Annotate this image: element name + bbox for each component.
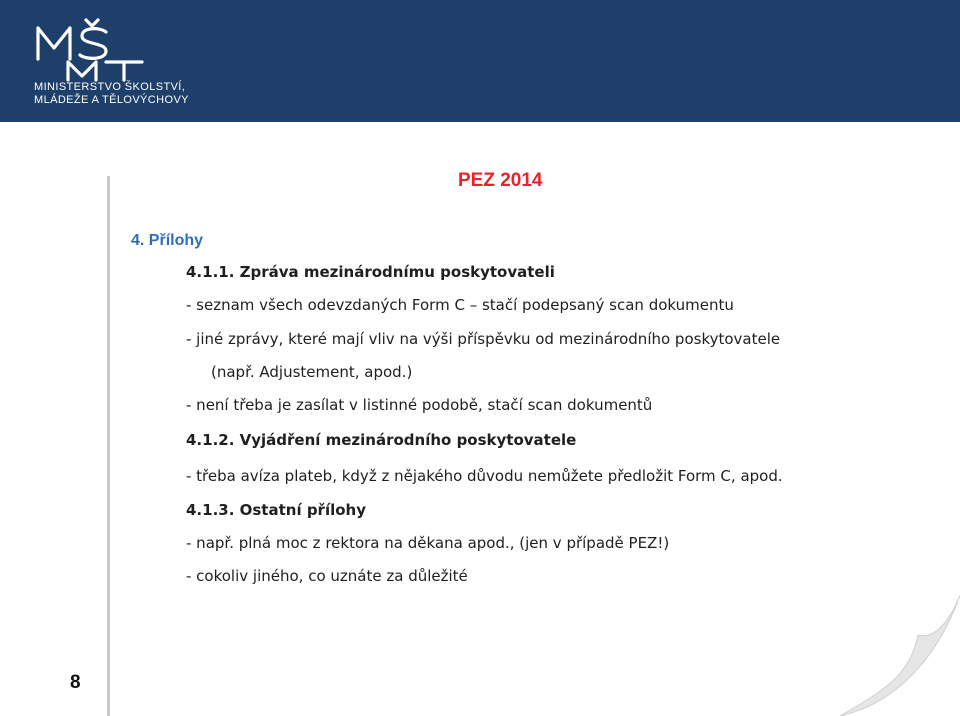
subheading-4-1-2: 4.1.2. Vyjádření mezinárodního poskytovatele	[186, 431, 577, 449]
page-number: 8	[70, 672, 81, 693]
bullet-line: - např. plná moc z rektora na děkana apod., (jen v případě PEZ!)	[186, 534, 670, 552]
bullet-line-continuation: (např. Adjustement, apod.)	[211, 363, 413, 381]
subheading-4-1-3: 4.1.3. Ostatní přílohy	[186, 501, 366, 519]
logo-line-1: MINISTERSTVO ŠKOLSTVÍ,	[34, 81, 186, 93]
bullet-line: - jiné zprávy, které mají vliv na výši příspěvku od mezinárodního poskytovatele	[186, 330, 781, 348]
header-band	[0, 0, 960, 122]
bullet-line: - seznam všech odevzdaných Form C – stačí podepsaný scan dokumentu	[186, 296, 734, 314]
bullet-line: - třeba avíza plateb, když z nějakého důvodu nemůžete předložit Form C, apod.	[186, 467, 783, 485]
logo-line-2: MLÁDEŽE A TĚLOVÝCHOVY	[34, 94, 189, 106]
page-curl-icon	[840, 595, 960, 716]
section-heading: 4. Přílohy	[131, 232, 204, 249]
bullet-line: - cokoliv jiného, co uznáte za důležité	[186, 567, 468, 585]
vertical-divider	[107, 176, 110, 716]
subheading-4-1-1: 4.1.1. Zpráva mezinárodnímu poskytovateli	[186, 263, 555, 281]
slide-title: PEZ 2014	[458, 170, 543, 191]
bullet-line: - není třeba je zasílat v listinné podobě, stačí scan dokumentů	[186, 396, 653, 414]
